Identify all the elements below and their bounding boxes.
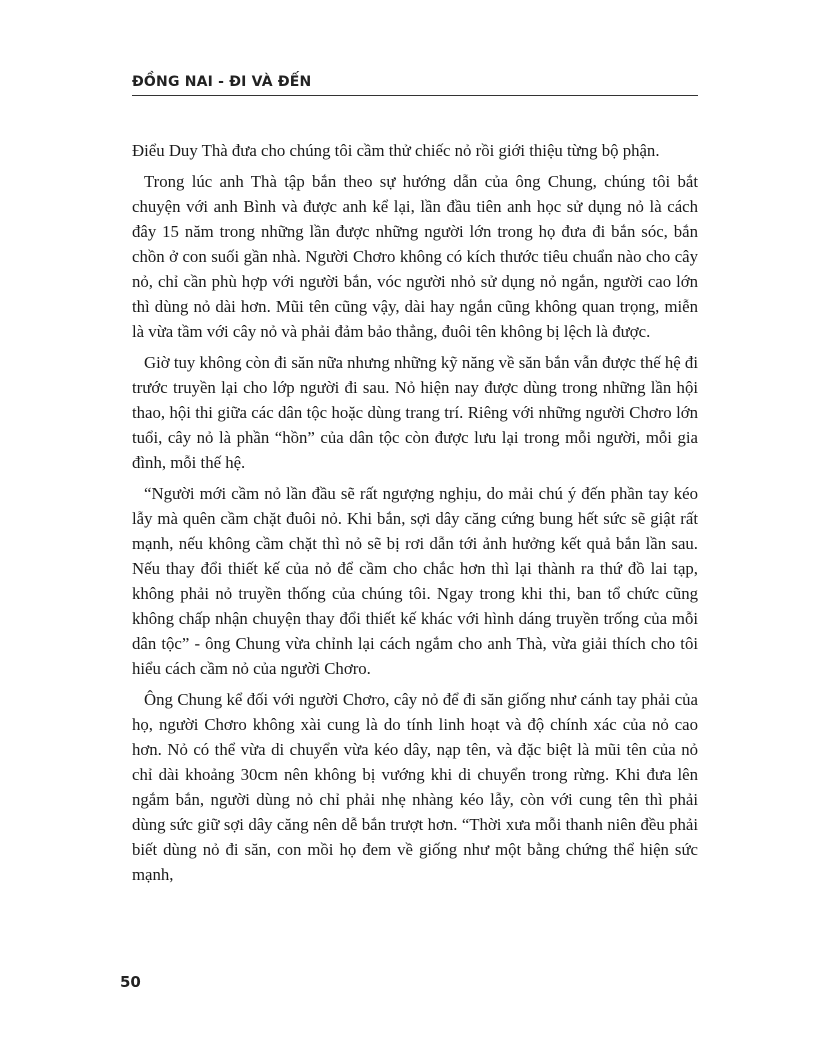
- page-number: 50: [120, 973, 141, 991]
- running-header: ĐỒNG NAI - ĐI VÀ ĐẾN: [132, 74, 698, 96]
- paragraph: “Người mới cầm nỏ lần đầu sẽ rất ngượng nghịu, do mải chú ý đến phần tay kéo lẫy mà quên cầm chặt đuôi nỏ. Khi bắn, sợi dây căng cứng bung hết sức sẽ giật rất mạnh, nếu không cầm chặt thì nỏ sẽ bị rơi dẫn tới ảnh hưởng kết quả bắn lần sau. Nếu thay đổi thiết kế của nỏ để cầm cho chắc hơn thì lại thành ra thứ đồ lai tạp, không phải nỏ truyền thống của chúng tôi. Ngay trong khi thi, ban tổ chức cũng không chấp nhận chuyện thay đổi thiết kế khác với hình dáng truyền trống của mỗi dân tộc” - ông Chung vừa chỉnh lại cách ngắm cho anh Thà, vừa giải thích cho tôi hiểu cách cầm nỏ của người Chơro.: [132, 484, 698, 678]
- paragraph: Điểu Duy Thà đưa cho chúng tôi cầm thử chiếc nỏ rồi giới thiệu từng bộ phận.: [132, 141, 660, 160]
- paragraph: Giờ tuy không còn đi săn nữa nhưng những kỹ năng về săn bắn vẫn được thế hệ đi trước truyền lại cho lớp người đi sau. Nỏ hiện nay được dùng trong những lần hội thao, hội thi giữa các dân tộc hoặc dùng trang trí. Riêng với những người Chơro lớn tuổi, cây nỏ là phần “hồn” của dân tộc còn được lưu lại trong mỗi người, mỗi gia đình, mỗi thế hệ.: [132, 353, 698, 472]
- paragraph: Trong lúc anh Thà tập bắn theo sự hướng dẫn của ông Chung, chúng tôi bắt chuyện với anh Bình và được anh kể lại, lần đầu tiên anh học sử dụng nỏ là cách đây 15 năm trong những lần được những người lớn trong họ đưa đi bắn sóc, bắn chồn ở con suối gần nhà. Người Chơro không có kích thước tiêu chuẩn nào cho cây nỏ, chỉ cần phù hợp với người bắn, vóc người nhỏ sử dụng nỏ ngắn, người cao lớn thì dùng nỏ dài hơn. Mũi tên cũng vậy, dài hay ngắn cũng không quan trọng, miễn là vừa tầm với cây nỏ và phải đảm bảo thẳng, đuôi tên không bị lệch là được.: [132, 172, 698, 341]
- paragraph: Ông Chung kể đối với người Chơro, cây nỏ để đi săn giống như cánh tay phải của họ, người Chơro không xài cung là do tính linh hoạt và độ chính xác của nỏ cao hơn. Nỏ có thể vừa di chuyển vừa kéo dây, nạp tên, và đặc biệt là mũi tên của nỏ chỉ dài khoảng 30cm nên không bị vướng khi di chuyển trong rừng. Khi đưa lên ngắm bắn, người dùng nỏ chỉ phải nhẹ nhàng kéo lẫy, còn với cung tên thì phải dùng sức giữ sợi dây căng nên dễ bắn trượt hơn. “Thời xưa mỗi thanh niên đều phải biết dùng nỏ đi săn, con mồi họ đem về giống như một bằng chứng thể hiện sức mạnh,: [132, 690, 698, 884]
- body-text: [132, 138, 698, 893]
